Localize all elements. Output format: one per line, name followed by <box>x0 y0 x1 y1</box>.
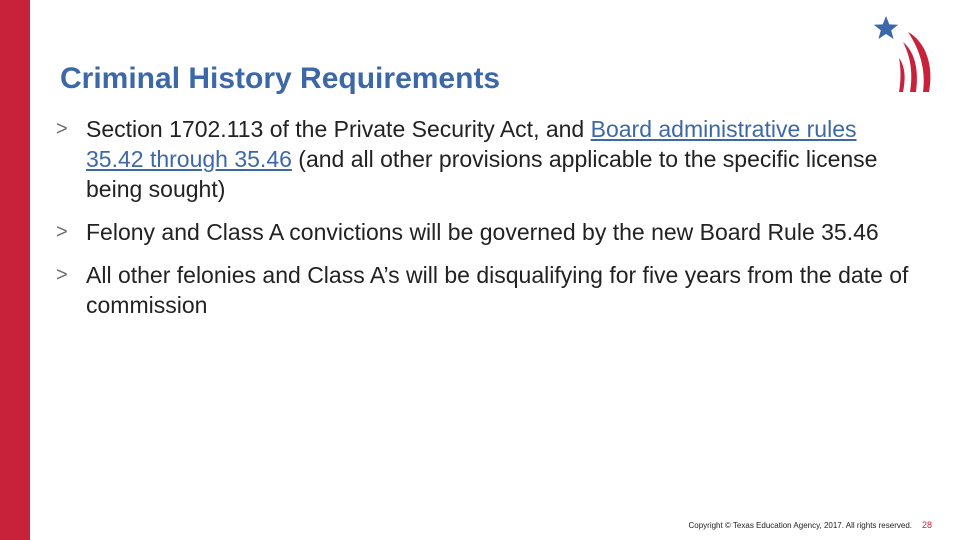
bullet-text: Felony and Class A convictions will be governed by the new Board Rule 35.46 <box>86 219 879 245</box>
bullet-text-before: Section 1702.113 of the Private Security Act, and <box>86 116 591 142</box>
slide-title: Criminal History Requirements <box>60 62 501 95</box>
bullet-item <box>56 260 916 320</box>
slide-footer <box>688 520 932 530</box>
bullet-marker: > <box>56 221 68 243</box>
bullet-text-after: (and all other provisions applicable to the specific license being sought) <box>86 146 878 202</box>
bullet-item <box>56 217 916 247</box>
board-rules-link[interactable]: Board administrative rules 35.42 through 35.46 <box>86 116 857 172</box>
copyright-notice: Copyright © Texas Education Agency, 2017. All rights reserved. <box>688 521 912 530</box>
bullet-list <box>56 114 916 333</box>
bullet-marker: > <box>56 118 68 140</box>
bullet-text <box>86 114 916 204</box>
star-icon <box>874 16 898 39</box>
bullet-item <box>56 114 916 204</box>
tea-star-logo-icon <box>868 14 936 94</box>
swoosh-inner <box>899 58 905 92</box>
swoosh-middle <box>903 42 917 92</box>
bullet-marker: > <box>56 264 68 286</box>
page-number: 28 <box>921 520 932 530</box>
left-accent-bar <box>0 0 30 540</box>
bullet-text: All other felonies and Class A’s will be disqualifying for five years from the date of commission <box>86 262 909 318</box>
